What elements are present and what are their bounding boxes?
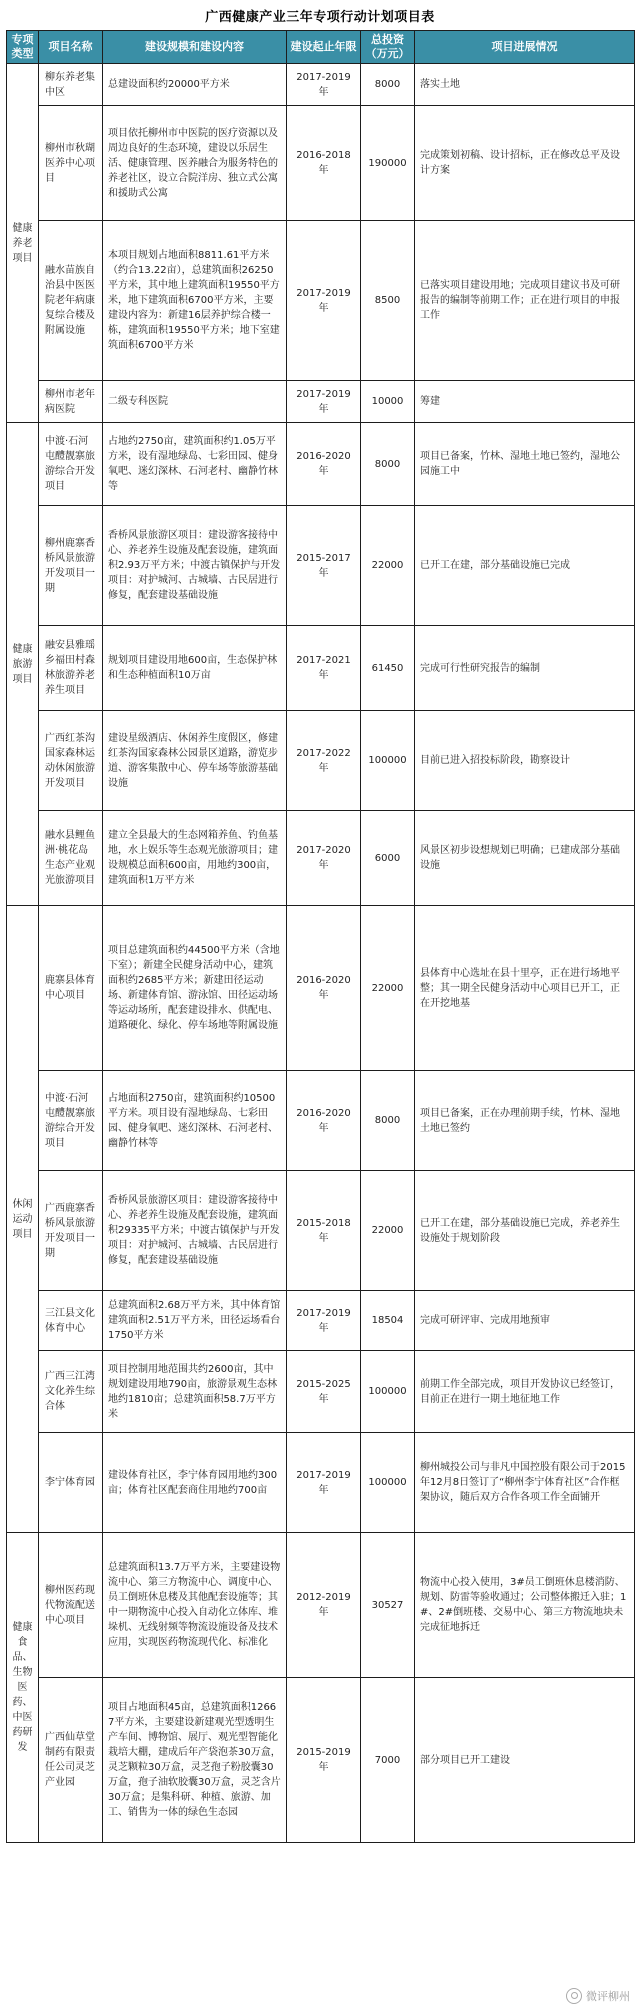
project-period: 2017-2019年 — [287, 221, 361, 381]
project-name: 柳州市秋瑚医养中心项目 — [39, 106, 103, 221]
project-investment: 22000 — [361, 506, 415, 626]
project-content: 项目总建筑面积约44500平方米（含地下室）；新建全民健身活动中心，建筑面积约2685平方米；新建田径运动场、新建体育馆、游泳馆、田径运动场等运动场所，配套建设排水、供配电、道路硬化、绿化、停车场地等附属设施 — [103, 906, 287, 1071]
table-row — [7, 381, 635, 423]
watermark-text: 微评柳州 — [586, 1990, 630, 2003]
project-investment: 100000 — [361, 711, 415, 811]
category-cell: 休闲运动项目 — [7, 906, 39, 1533]
project-period: 2016-2020年 — [287, 423, 361, 506]
project-investment: 190000 — [361, 106, 415, 221]
project-investment: 22000 — [361, 906, 415, 1071]
project-period: 2017-2021年 — [287, 626, 361, 711]
table-row — [7, 1291, 635, 1351]
table-row — [7, 1678, 635, 1843]
project-progress: 完成可行性研究报告的编制 — [415, 626, 635, 711]
project-name: 融水县鲤鱼洲·桃花岛生态产业观光旅游项目 — [39, 811, 103, 906]
project-name: 融安县雅瑶乡福田村森林旅游养老养生项目 — [39, 626, 103, 711]
project-period: 2017-2022年 — [287, 711, 361, 811]
category-cell: 健康养老项目 — [7, 64, 39, 423]
project-name: 柳东养老集中区 — [39, 64, 103, 106]
project-period: 2016-2018年 — [287, 106, 361, 221]
project-period: 2015-2025年 — [287, 1351, 361, 1433]
project-investment: 100000 — [361, 1351, 415, 1433]
table-row — [7, 1533, 635, 1678]
project-progress: 项目已备案，正在办理前期手续，竹林、湿地土地已签约 — [415, 1071, 635, 1171]
table-row — [7, 506, 635, 626]
table-title: 广西健康产业三年专项行动计划项目表 — [205, 9, 435, 25]
project-name: 中渡·石河屯醴靓寨旅游综合开发项目 — [39, 1071, 103, 1171]
project-progress: 项目已备案，竹林、湿地土地已签约，湿地公园施工中 — [415, 423, 635, 506]
project-progress: 已开工在建，部分基础设施已完成，养老养生设施处于规划阶段 — [415, 1171, 635, 1291]
project-period: 2015-2018年 — [287, 1171, 361, 1291]
project-progress: 部分项目已开工建设 — [415, 1678, 635, 1843]
project-name: 中渡·石河屯醴靓寨旅游综合开发项目 — [39, 423, 103, 506]
table-row — [7, 106, 635, 221]
wechat-icon — [566, 1988, 582, 2004]
project-investment: 22000 — [361, 1171, 415, 1291]
project-name: 鹿寨县体育中心项目 — [39, 906, 103, 1071]
header-content: 建设规模和建设内容 — [103, 31, 287, 64]
project-investment: 6000 — [361, 811, 415, 906]
project-content: 占地约2750亩，建筑面积约1.05万平方米，设有湿地绿岛、七彩田园、健身氧吧、迷幻深林、石河老村、幽静竹林等 — [103, 423, 287, 506]
project-name: 柳州市老年病医院 — [39, 381, 103, 423]
project-progress: 前期工作全部完成，项目开发协议已经签订，目前正在进行一期土地征地工作 — [415, 1351, 635, 1433]
project-investment: 18504 — [361, 1291, 415, 1351]
header-category: 专项类型 — [7, 31, 39, 64]
project-content: 建立全县最大的生态网箱养鱼、钓鱼基地，水上娱乐等生态观光旅游项目；建设规模总面积600亩，用地约300亩，建筑面积1万平方米 — [103, 811, 287, 906]
table-row — [7, 423, 635, 506]
project-progress: 落实土地 — [415, 64, 635, 106]
table-row — [7, 906, 635, 1071]
project-progress: 物流中心投入使用，3#员工倒班休息楼消防、规划、防雷等验收通过；公司整体搬迁入驻；1#、2#倒班楼、交易中心、第三方物流地块未完成征地拆迁 — [415, 1533, 635, 1678]
table-body — [7, 64, 635, 1843]
project-content: 建设星级酒店、休闲养生度假区，修建红茶沟国家森林公园景区道路，游览步道、游客集散中心、停车场等旅游基础设施 — [103, 711, 287, 811]
project-progress: 柳州城投公司与非凡中国控股有限公司于2015年12月8日签订了“柳州李宁体育社区”合作框架协议，随后双方合作各项工作全面铺开 — [415, 1433, 635, 1533]
project-content: 总建筑面积2.68万平方米，其中体育馆建筑面积2.51万平方米，田径运场看台1750平方米 — [103, 1291, 287, 1351]
project-investment: 8000 — [361, 423, 415, 506]
project-content: 建设体育社区，李宁体育园用地约300亩；体育社区配套商住用地约700亩 — [103, 1433, 287, 1533]
table-row — [7, 1071, 635, 1171]
project-name: 李宁体育园 — [39, 1433, 103, 1533]
project-progress: 目前已进入招投标阶段，勘察设计 — [415, 711, 635, 811]
project-period: 2017-2019年 — [287, 1291, 361, 1351]
project-investment: 8000 — [361, 1071, 415, 1171]
project-content: 香桥风景旅游区项目：建设游客接待中心、养老养生设施及配套设施，建筑面积29335平方米；中渡古镇保护与开发项目：对护城河、古城墙、古民居进行修复，配套建设基础设施 — [103, 1171, 287, 1291]
project-content: 香桥风景旅游区项目：建设游客接待中心、养老养生设施及配套设施，建筑面积2.93万平方米；中渡古镇保护与开发项目：对护城河、古城墙、古民居进行修复，配套建设基础设施 — [103, 506, 287, 626]
project-content: 项目占地面积45亩，总建筑面积12667平方米，主要建设新建观光型透明生产车间、博物馆、展厅、观光型智能化栽培大棚，建成后年产袋泡茶30万盒，灵芝颗粒30万盒，灵芝孢子粉胶囊30万盒，孢子油软胶囊30万盒，灵芝含片30万盒；是集科研、种植、旅游、加工、销售为一体的绿色生态园 — [103, 1678, 287, 1843]
project-content: 二级专科医院 — [103, 381, 287, 423]
table-row — [7, 221, 635, 381]
category-cell: 健康旅游项目 — [7, 423, 39, 906]
project-progress: 已落实项目建设用地；完成项目建议书及可研报告的编制等前期工作；正在进行项目的申报工作 — [415, 221, 635, 381]
project-content: 项目控制用地范围共约2600亩，其中规划建设用地790亩，旅游景观生态林地约1810亩；总建筑面积58.7万平方米 — [103, 1351, 287, 1433]
project-period: 2012-2019年 — [287, 1533, 361, 1678]
project-name: 广西三江湾文化养生综合体 — [39, 1351, 103, 1433]
project-progress: 已开工在建，部分基础设施已完成 — [415, 506, 635, 626]
project-period: 2016-2020年 — [287, 906, 361, 1071]
table-row — [7, 1433, 635, 1533]
project-name: 广西红茶沟国家森林运动休闲旅游开发项目 — [39, 711, 103, 811]
table-row — [7, 811, 635, 906]
header-row — [7, 31, 635, 64]
table-row — [7, 711, 635, 811]
category-cell: 健康食品、生物医药、中医药研发 — [7, 1533, 39, 1843]
project-investment: 7000 — [361, 1678, 415, 1843]
project-investment: 100000 — [361, 1433, 415, 1533]
project-progress: 风景区初步设想规划已明确；已建成部分基础设施 — [415, 811, 635, 906]
project-name: 柳州医药现代物流配送中心项目 — [39, 1533, 103, 1678]
project-period: 2017-2020年 — [287, 811, 361, 906]
header-period: 建设起止年限 — [287, 31, 361, 64]
watermark — [566, 1988, 630, 2004]
project-period: 2016-2020年 — [287, 1071, 361, 1171]
project-investment: 8500 — [361, 221, 415, 381]
project-progress: 完成策划初稿、设计招标，正在修改总平及设计方案 — [415, 106, 635, 221]
project-period: 2017-2019年 — [287, 381, 361, 423]
project-content: 总建筑面积13.7万平方米，主要建设物流中心、第三方物流中心、调度中心、员工倒班休息楼及其他配套设施等；其中一期物流中心投入自动化立体库、堆垛机、无线射频等物流设施设备及技术应用，实现医药物流现代化、标准化 — [103, 1533, 287, 1678]
project-period: 2015-2017年 — [287, 506, 361, 626]
project-table — [6, 30, 635, 1843]
project-name: 三江县文化体育中心 — [39, 1291, 103, 1351]
header-investment: 总投资（万元） — [361, 31, 415, 64]
project-content: 本项目规划占地面积8811.61平方米（约合13.22亩），总建筑面积26250平方米，其中地上建筑面积19550平方米，地下建筑面积6700平方米，主要建设内容为：新建16层养护综合楼一栋，建筑面积19550平方米；地下室建筑面积6700平方米 — [103, 221, 287, 381]
header-name: 项目名称 — [39, 31, 103, 64]
project-period: 2015-2019年 — [287, 1678, 361, 1843]
table-row — [7, 64, 635, 106]
project-name: 柳州鹿寨香桥风景旅游开发项目一期 — [39, 506, 103, 626]
header-progress: 项目进展情况 — [415, 31, 635, 64]
project-name: 融水苗族自治县中医医院老年病康复综合楼及附属设施 — [39, 221, 103, 381]
project-progress: 筹建 — [415, 381, 635, 423]
project-progress: 县体育中心选址在县十里亭，正在进行场地平整；其一期全民健身活动中心项目已开工，正在开挖地基 — [415, 906, 635, 1071]
project-period: 2017-2019年 — [287, 64, 361, 106]
project-name: 广西鹿寨香桥风景旅游开发项目一期 — [39, 1171, 103, 1291]
table-row — [7, 1171, 635, 1291]
project-investment: 10000 — [361, 381, 415, 423]
project-content: 项目依托柳州市中医院的医疗资源以及周边良好的生态环境，建设以乐居生活、健康管理、医养融合为服务特色的养老社区，设立合院洋房、独立式公寓和援助式公寓 — [103, 106, 287, 221]
project-content: 总建设面积约20000平方米 — [103, 64, 287, 106]
project-investment: 61450 — [361, 626, 415, 711]
table-row — [7, 626, 635, 711]
project-progress: 完成可研评审、完成用地预审 — [415, 1291, 635, 1351]
table-row — [7, 1351, 635, 1433]
project-content: 规划项目建设用地600亩，生态保护林和生态种植面积10万亩 — [103, 626, 287, 711]
project-content: 占地面积2750亩，建筑面积约10500平方米。项目设有湿地绿岛、七彩田园、健身氧吧、迷幻深林、石河老村、幽静竹林等 — [103, 1071, 287, 1171]
project-investment: 8000 — [361, 64, 415, 106]
project-name: 广西仙草堂制药有限责任公司灵芝产业园 — [39, 1678, 103, 1843]
project-investment: 30527 — [361, 1533, 415, 1678]
project-period: 2017-2019年 — [287, 1433, 361, 1533]
